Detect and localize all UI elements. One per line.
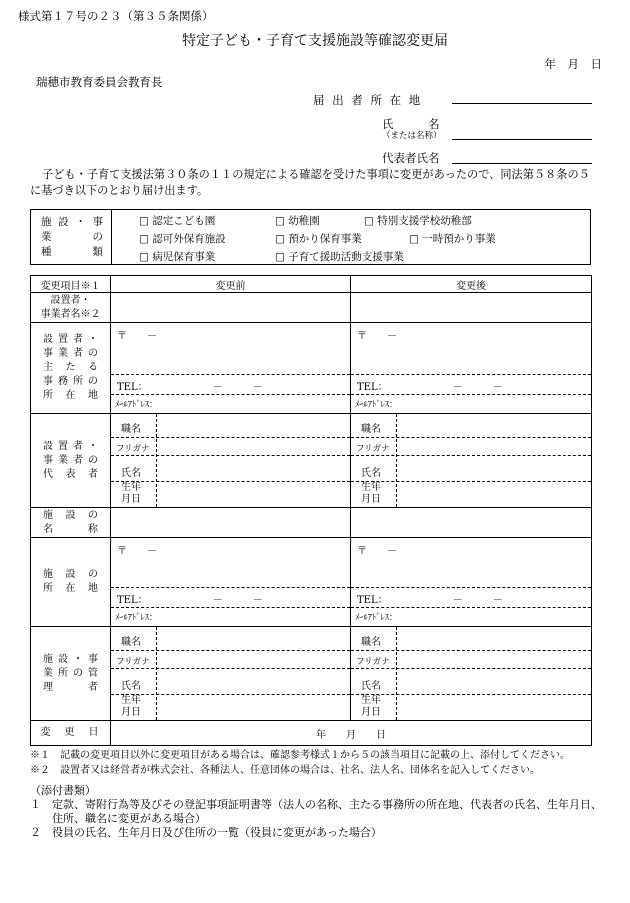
row-label-owner-name: 設置者・ 事業者名※２ — [31, 293, 111, 323]
row-label-change-date: 変 更 日 — [31, 721, 111, 746]
filer-address-label: 届 出 者 所 在 地 — [313, 93, 423, 107]
filer-address-field[interactable] — [452, 103, 592, 104]
filer-name-field[interactable] — [452, 139, 592, 140]
filer-name-sublabel: （または名称） — [382, 131, 442, 141]
facility-name-before[interactable] — [111, 508, 351, 538]
checkbox-kindergarten[interactable]: □ 幼稚園 — [275, 215, 320, 227]
header-after: 変更後 — [351, 276, 592, 293]
checkbox-family-support[interactable]: □ 子育て援助活動支援事業 — [275, 251, 404, 263]
change-date-value[interactable]: 年 月 日 — [111, 721, 592, 746]
form-number: 様式第１７号の２３（第３５条関係） — [18, 9, 214, 23]
row-label-facility-address: 施設の 所在地 — [31, 538, 111, 627]
attachment-item-1: １ 定款、寄附行為等及びその登記事項証明書等（法人の名称、主たる事務所の所在地、代表者の氏名、生年月日、住所、職名に変更がある場合） — [30, 798, 602, 825]
filer-rep-field[interactable] — [452, 163, 592, 164]
declaration-text: 子ども・子育て支援法第３０条の１１の規定による確認を受けた事項に変更があったので、同法第５８条の５に基づき以下のとおり届け出ます。 — [30, 168, 590, 197]
facility-address-after[interactable]: 〒 － TEL： － － ﾒｰﾙｱﾄﾞﾚｽ： — [351, 538, 592, 627]
filer-name-label: 氏 名 — [382, 117, 440, 131]
facility-type-box — [30, 209, 591, 265]
row-label-owner-rep: 設置者・ 事業者の 代表者 — [31, 414, 111, 508]
owner-address-before[interactable]: 〒 － TEL： － － ﾒｰﾙｱﾄﾞﾚｽ： — [111, 323, 351, 414]
footnotes — [30, 748, 610, 778]
checkbox-temporary-care[interactable]: □ 一時預かり事業 — [409, 233, 496, 245]
checkbox-certified-kodomoen[interactable]: □ 認定こども園 — [139, 215, 216, 227]
attachment-item-2: ２ 役員の氏名、生年月日及び住所の一覧（役員に変更があった場合） — [30, 826, 382, 839]
page-title: 特定子ども・子育て支援施設等確認変更届 — [182, 33, 448, 49]
row-label-owner-address: 設置者・ 事業者の 主たる 事務所の 所在地 — [31, 323, 111, 414]
owner-address-after[interactable]: 〒 － TEL： － － ﾒｰﾙｱﾄﾞﾚｽ： — [351, 323, 592, 414]
owner-name-before[interactable] — [111, 293, 351, 323]
row-label-facility-name: 施設の 名 称 — [31, 508, 111, 538]
attachments — [30, 784, 605, 840]
checkbox-unlicensed-nursery[interactable]: □ 認可外保育施設 — [139, 233, 226, 245]
facility-manager-after[interactable]: 職名 フリガナ 氏名 生年 月日 — [351, 627, 592, 721]
facility-name-after[interactable] — [351, 508, 592, 538]
change-items-table — [30, 275, 592, 746]
attachments-heading: （添付書類） — [30, 784, 96, 797]
owner-rep-after[interactable]: 職名 フリガナ 氏名 生年 月日 — [351, 414, 592, 508]
row-label-facility-manager: 施設・事 業所の管 理 者 — [31, 627, 111, 721]
filer-rep-label: 代表者氏名 — [382, 151, 440, 165]
checkbox-extended-care[interactable]: □ 預かり保育事業 — [275, 233, 362, 245]
facility-type-label: 施設・事 業 の 種 類 — [41, 216, 103, 258]
header-change-item: 変更項目※１ — [31, 276, 111, 293]
header-before: 変更前 — [111, 276, 351, 293]
checkbox-sick-child-care[interactable]: □ 病児保育事業 — [139, 251, 216, 263]
facility-address-before[interactable]: 〒 － TEL： － － ﾒｰﾙｱﾄﾞﾚｽ： — [111, 538, 351, 627]
addressee: 瑞穂市教育委員会教育長 — [36, 75, 163, 89]
footnote-1: ※１ 記載の変更項目以外に変更項目がある場合は、確認参考様式１から５の該当項目に記載の上、添付してください。 — [30, 750, 570, 761]
owner-name-after[interactable] — [351, 293, 592, 323]
checkbox-special-support-kindergarten[interactable]: □ 特別支援学校幼稚部 — [364, 215, 472, 227]
submission-date[interactable]: 年 月 日 — [544, 57, 602, 71]
footnote-2: ※２ 設置者又は経営者が株式会社、各種法人、任意団体の場合は、社名、法人名、団体名を記入してください。 — [30, 765, 540, 776]
facility-manager-before[interactable]: 職名 フリガナ 氏名 生年 月日 — [111, 627, 351, 721]
owner-rep-before[interactable]: 職名 フリガナ 氏名 生年 月日 — [111, 414, 351, 508]
